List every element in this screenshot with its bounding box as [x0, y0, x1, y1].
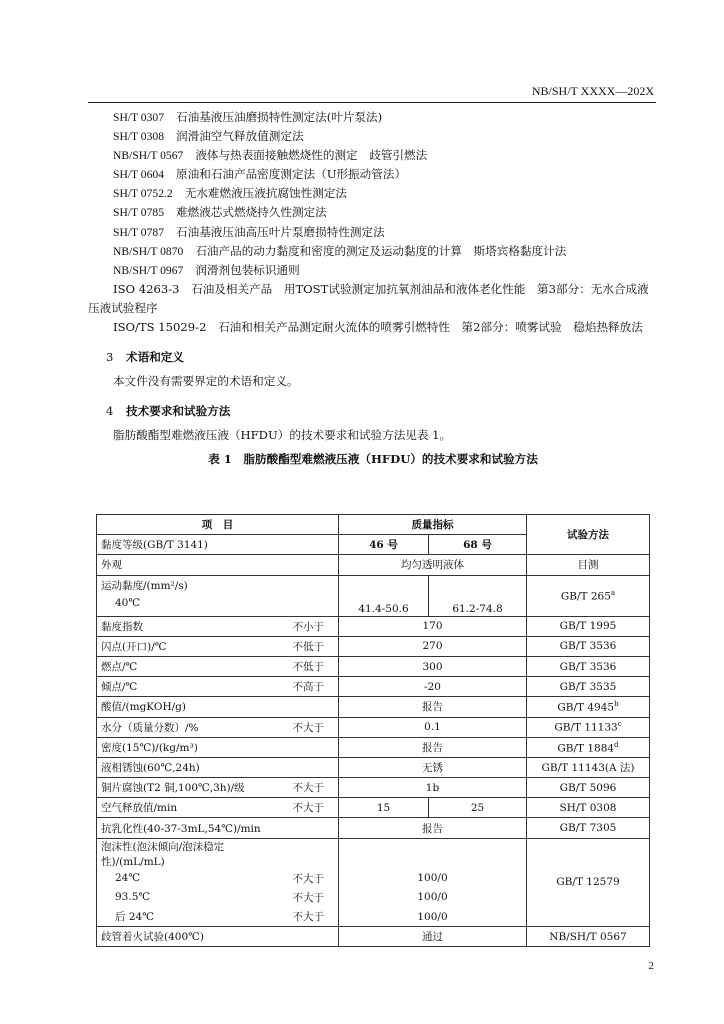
table-row — [97, 656, 650, 676]
table-row — [97, 757, 650, 777]
reference-code: SH/T 0307 — [113, 111, 164, 124]
row-value — [339, 838, 527, 869]
reference-title: 润滑剂包装标识通则 — [195, 262, 300, 277]
header-quality: 质量指标 — [339, 515, 527, 535]
row-condition: 不大于 — [283, 778, 339, 798]
row-name: 空气释放值/min — [97, 798, 283, 818]
reference-title: 石油产品的动力黏度和密度的测定及运动黏度的计算 斯塔宾格黏度计法 — [195, 243, 567, 258]
footnote-a: a — [610, 588, 616, 597]
row-name: 液相锈蚀(60℃,24h) — [97, 757, 339, 777]
row-method: GB/T 3536 — [527, 656, 650, 676]
row-value: 报告 — [339, 818, 527, 838]
row-condition: 不低于 — [283, 636, 339, 656]
section-3-heading — [88, 347, 658, 367]
reference-item — [88, 223, 658, 242]
row-value: 报告 — [339, 737, 527, 757]
row-value: 通过 — [339, 927, 527, 947]
row-name: 泡沫性(泡沫倾向/泡沫稳定性)/(mL/mL) — [97, 838, 283, 869]
reference-title: 无水难燃液压液抗腐蚀性测定法 — [184, 186, 348, 201]
row-name: 外观 — [97, 555, 339, 575]
water-method: GB/T 11133 — [554, 721, 618, 734]
row-condition: 不低于 — [283, 656, 339, 676]
reference-title: 难燃液芯式燃烧持久性测定法 — [176, 205, 327, 220]
row-value: 均匀透明液体 — [339, 555, 527, 575]
kv-temp: 40℃ — [115, 596, 141, 609]
row-method: GB/T 12579 — [527, 838, 650, 927]
reference-item — [88, 203, 658, 222]
foam-temp: 后 24℃ — [97, 907, 283, 927]
table-row — [97, 737, 650, 757]
row-name: 歧管着火试验(400℃) — [97, 927, 339, 947]
kv-68: 61.2-74.8 — [429, 575, 527, 616]
row-value: 270 — [339, 636, 527, 656]
table-row — [97, 818, 650, 838]
row-value: 报告 — [339, 697, 527, 717]
spec-table — [96, 514, 649, 947]
row-condition: 不大于 — [283, 869, 339, 888]
row-condition: 不大于 — [283, 888, 339, 907]
reference-title: 液体与热表面接触燃烧性的测定 歧管引燃法 — [195, 148, 428, 163]
header-item: 项 目 — [97, 515, 339, 535]
table-row — [97, 697, 650, 717]
foam-temp: 93.5℃ — [97, 888, 283, 907]
row-method: SH/T 0308 — [527, 798, 650, 818]
section-4-heading — [88, 401, 658, 421]
kv-method: GB/T 265 — [560, 590, 611, 603]
reference-item — [88, 261, 658, 280]
reference-item — [88, 146, 658, 165]
row-value: 100/0 — [339, 869, 527, 888]
row-value: 170 — [339, 616, 527, 636]
reference-code: NB/SH/T 0567 — [113, 149, 184, 163]
row-name: 酸值/(mgKOH/g) — [97, 697, 339, 717]
table-row — [97, 778, 650, 798]
kv-name: 运动黏度/(mm²/s) — [101, 579, 188, 592]
table-row — [97, 838, 650, 869]
row-value: 300 — [339, 656, 527, 676]
reference-title: 原油和石油产品密度测定法（U形振动管法） — [176, 167, 407, 182]
row-method: 目测 — [527, 555, 650, 575]
section-3-number: 3 — [106, 350, 114, 365]
kv-46: 41.4-50.6 — [339, 575, 429, 616]
grade-46: 46 号 — [339, 535, 429, 555]
row-method: GB/T 5096 — [527, 778, 650, 798]
reference-code: SH/T 0604 — [113, 168, 164, 182]
section-3-text: 本文件没有需要界定的术语和定义。 — [113, 374, 299, 389]
reference-code: SH/T 0787 — [113, 225, 164, 239]
density-method: GB/T 1884 — [557, 742, 615, 755]
row-name: 黏度指数 — [97, 616, 283, 636]
table-row — [97, 616, 650, 636]
row-value: 1b — [339, 778, 527, 798]
section-4-number: 4 — [106, 404, 114, 419]
reference-code: SH/T 0752.2 — [113, 187, 173, 201]
reference-code: SH/T 0785 — [113, 206, 164, 220]
row-name: 燃点/℃ — [97, 656, 283, 676]
row-condition: 不小于 — [283, 616, 339, 636]
row-method — [527, 737, 650, 757]
row-method — [527, 717, 650, 737]
footnote-d: d — [614, 740, 619, 749]
row-condition: 不大于 — [283, 907, 339, 927]
reference-title: 润滑油空气释放值测定法 — [176, 129, 304, 144]
row-method: GB/T 3536 — [527, 636, 650, 656]
row-name: 倾点/℃ — [97, 677, 283, 697]
header-method: 试验方法 — [527, 515, 650, 555]
section-4-title: 技术要求和试验方法 — [126, 404, 231, 419]
section-4-text: 脂肪酸酯型难燃液压液（HFDU）的技术要求和试验方法见表 1。 — [113, 428, 452, 443]
row-method — [527, 697, 650, 717]
row-value-46: 15 — [339, 798, 429, 818]
footnote-b: b — [614, 700, 619, 709]
footnote-c: c — [617, 720, 622, 729]
row-method: GB/T 11143(A 法) — [527, 757, 650, 777]
body-text — [88, 108, 658, 469]
row-value: 100/0 — [339, 907, 527, 927]
reference-code: NB/SH/T 0870 — [113, 244, 184, 258]
row-name: 闪点(开口)/℃ — [97, 636, 283, 656]
row-name: 铜片腐蚀(T2 铜,100℃,3h)/级 — [97, 778, 283, 798]
row-method: GB/T 3535 — [527, 677, 650, 697]
row-name: 抗乳化性(40-37-3mL,54℃)/min — [97, 818, 339, 838]
table-row — [97, 677, 650, 697]
reference-item — [88, 165, 658, 184]
row-name: 密度(15℃)/(kg/m³) — [97, 737, 339, 757]
table-row — [97, 717, 650, 737]
acid-method: GB/T 4945 — [557, 701, 615, 714]
document-code: NB/SH/T XXXX—202X — [531, 84, 654, 98]
row-value: -20 — [339, 677, 527, 697]
reference-code: SH/T 0308 — [113, 130, 164, 144]
table-row — [97, 798, 650, 818]
row-condition: 不高于 — [283, 677, 339, 697]
reference-title: 石油基液压油高压叶片泵磨损特性测定法 — [176, 224, 385, 239]
reference-iso-4263: ISO 4263-3 石油及相关产品 用TOST试验测定加抗氧剂油品和液体老化性能 第3部分：无水合成液压液试验程序 — [88, 281, 649, 315]
row-condition: 不大于 — [283, 717, 339, 737]
table-row — [97, 636, 650, 656]
reference-title: 石油基液压油磨损特性测定法(叶片泵法) — [176, 110, 383, 124]
row-method: GB/T 7305 — [527, 818, 650, 838]
row-condition — [283, 838, 339, 869]
table-row — [97, 575, 650, 616]
table-caption: 表 1 脂肪酸酯型难燃液压液（HFDU）的技术要求和试验方法 — [208, 452, 538, 467]
section-3-title: 术语和定义 — [126, 350, 184, 365]
row-value: 无锈 — [339, 757, 527, 777]
foam-temp: 24℃ — [97, 869, 283, 888]
table-row — [97, 555, 650, 575]
row-value: 100/0 — [339, 888, 527, 907]
reference-code: NB/SH/T 0967 — [113, 263, 184, 277]
reference-iso-15029: ISO/TS 15029-2 石油和相关产品测定耐火流体的喷雾引燃特性 第2部分：喷雾试验 稳焰热释放法 — [113, 320, 643, 335]
header-rule — [88, 102, 656, 103]
row-method: GB/T 1995 — [527, 616, 650, 636]
page-number: 2 — [648, 960, 654, 972]
reference-item — [88, 127, 658, 146]
row-method: NB/SH/T 0567 — [527, 927, 650, 947]
table-row — [97, 927, 650, 947]
row-method — [527, 575, 650, 616]
reference-item — [88, 184, 658, 203]
grade-label: 黏度等级(GB/T 3141) — [97, 535, 339, 555]
row-condition: 不大于 — [283, 798, 339, 818]
grade-68: 68 号 — [429, 535, 527, 555]
table-header-row — [97, 515, 650, 535]
row-name — [97, 575, 339, 616]
normative-references — [88, 108, 658, 280]
row-value: 0.1 — [339, 717, 527, 737]
row-value-68: 25 — [429, 798, 527, 818]
reference-item — [88, 108, 658, 127]
row-name: 水分（质量分数）/% — [97, 717, 283, 737]
reference-item — [88, 242, 658, 261]
